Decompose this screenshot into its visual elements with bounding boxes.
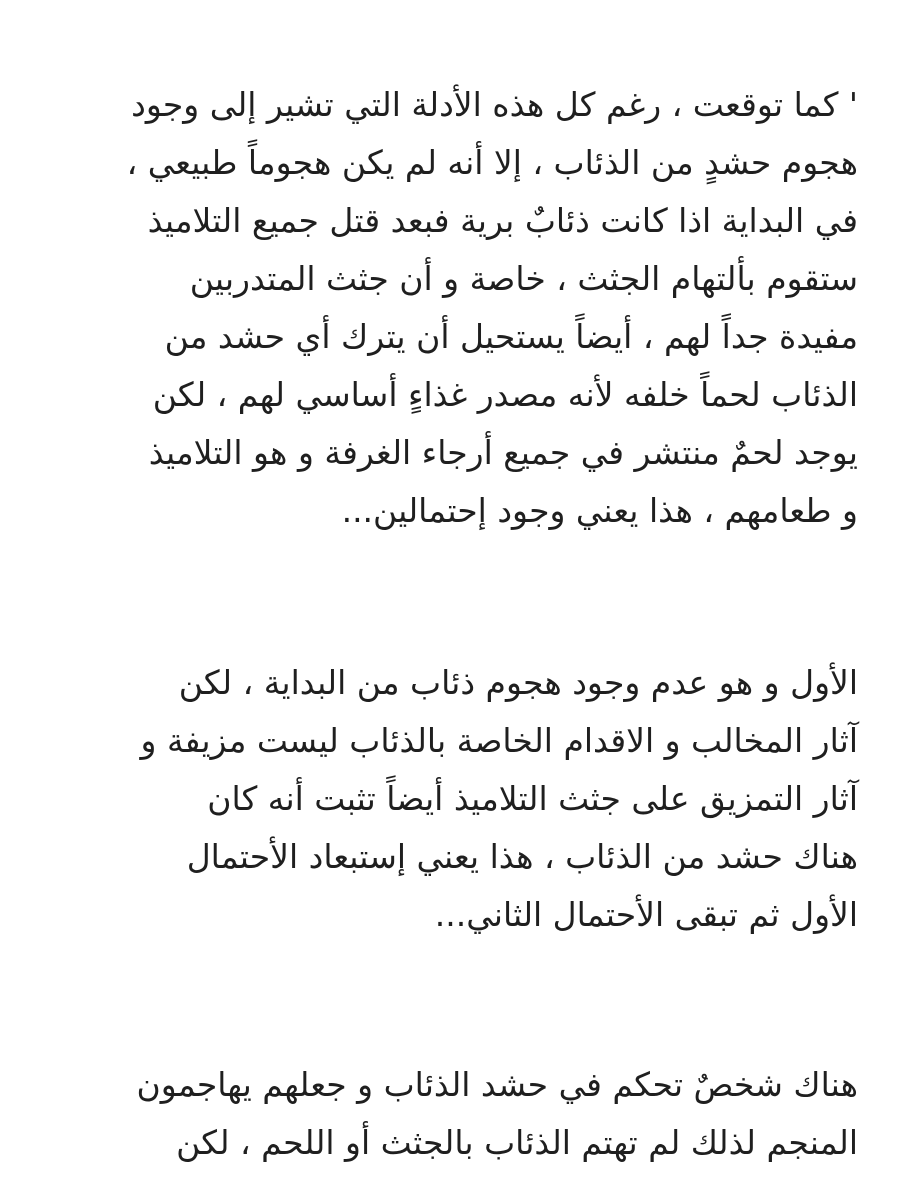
text-line: الأول ثم تبقى الأحتمال الثاني... — [434, 895, 858, 934]
text-line: ' كما توقعت ، رغم كل هذه الأدلة التي تشير إلى وجود — [131, 85, 858, 124]
text-line: الذئاب لحماً خلفه لأنه مصدر غذاءٍ أساسي لهم ، لكن — [152, 375, 858, 414]
text-line: هجوم حشدٍ من الذئاب ، إلا أنه لم يكن هجوماً طبيعي ، — [126, 143, 858, 182]
text-line: مفيدة جداً لهم ، أيضاً يستحيل أن يترك أي حشد من — [164, 317, 858, 356]
text-line: المنجم لذلك لم تهتم الذئاب بالجثث أو اللحم ، لكن — [176, 1123, 858, 1162]
text-line: في البداية اذا كانت ذئابٌ برية فبعد قتل جميع التلاميذ — [147, 201, 858, 240]
text-line: آثار المخالب و الاقدام الخاصة بالذئاب ليست مزيفة و — [140, 721, 858, 760]
text-line: الأول و هو عدم وجود هجوم ذئاب من البداية ، لكن — [178, 663, 858, 702]
text-line: و طعامهم ، هذا يعني وجود إحتمالين... — [341, 491, 858, 530]
paragraph-1 — [38, 76, 858, 540]
text-line: ستقوم بألتهام الجثث ، خاصة و أن جثث المتدربين — [189, 259, 858, 298]
paragraph-3 — [38, 1056, 858, 1172]
text-line: هناك شخصٌ تحكم في حشد الذئاب و جعلهم يهاجمون — [136, 1065, 858, 1104]
paragraph-2 — [38, 654, 858, 944]
text-line: هناك حشد من الذئاب ، هذا يعني إستبعاد الأحتمال — [186, 837, 858, 876]
text-line: يوجد لحمٌ منتشر في جميع أرجاء الغرفة و هو التلاميذ — [148, 433, 858, 472]
text-line: آثار التمزيق على جثث التلاميذ أيضاً تثبت أنه كان — [207, 779, 858, 818]
